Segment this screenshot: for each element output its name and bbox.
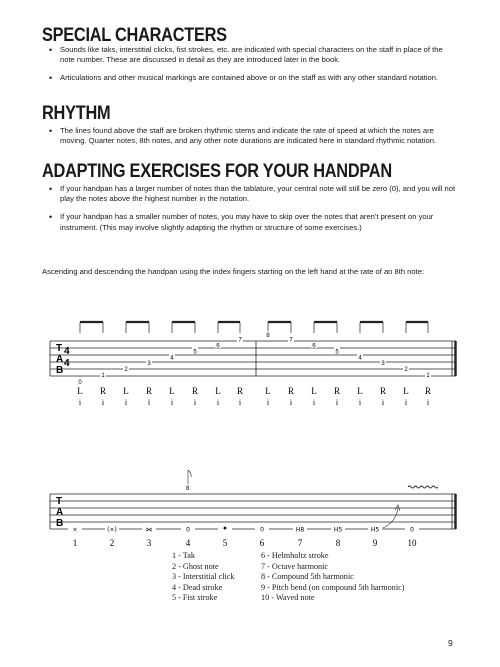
technique-number: 6 xyxy=(259,538,265,548)
finger-letter: i xyxy=(124,398,128,407)
waved-note-mark xyxy=(408,486,438,488)
technique-symbol: (×) xyxy=(107,526,117,534)
tab-note: 8 xyxy=(266,333,270,339)
technique-symbol: • xyxy=(222,523,228,535)
technique-number: 3 xyxy=(146,538,152,548)
bullet-item: • The lines found above the staff are broken rhythmic stems and indicate the rate of speed at which the notes are moving. Quarter notes, 8th notes, and any other note durations are indicated here in standard rhythmic notation. xyxy=(48,126,458,146)
technique-symbol: 0 xyxy=(186,526,190,534)
technique-symbol: H8 xyxy=(295,526,305,534)
technique-symbol: 0 xyxy=(410,526,414,534)
legend-item: 3 - Interstitial click xyxy=(172,572,235,581)
hand-letter: R xyxy=(191,386,199,396)
legend-item: 6 - Helmholtz stroke xyxy=(261,551,329,560)
bullet-item: • Sounds like taks, interstitial clicks, fist strokes, etc. are indicated with special characters on the staff in place of the note number. These are discussed in detail as they are introduced later in the book. xyxy=(48,45,458,65)
tab-clef-b: B xyxy=(56,365,64,376)
finger-letter: i xyxy=(312,398,316,407)
legend-left-column xyxy=(172,551,235,604)
page-number: 9 xyxy=(448,638,453,648)
legend-item: 7 - Octave harmonic xyxy=(261,561,329,571)
grace-note-flag xyxy=(188,470,191,477)
grace-note-number: 8 xyxy=(186,486,190,492)
technique-symbol: × xyxy=(72,526,78,534)
hand-letter: L xyxy=(357,386,363,396)
tab-staff-1 xyxy=(50,322,456,407)
tab-note: 1 xyxy=(426,373,430,379)
hand-letter: R xyxy=(333,386,341,396)
hand-letter: L xyxy=(123,386,129,396)
finger-letter: i xyxy=(426,398,430,407)
finger-letter: i xyxy=(358,398,362,407)
bullet-item: • If your handpan has a larger number of notes than the tablature, your central note will still be zero (0), and you will not play the notes above the highest number in the notation. xyxy=(48,184,458,204)
tab-note: 7 xyxy=(238,337,242,344)
hand-letter: L xyxy=(265,386,271,396)
hand-letter: R xyxy=(236,386,244,396)
finger-letter: i xyxy=(170,398,174,407)
technique-number: 8 xyxy=(335,538,341,548)
technique-number: 7 xyxy=(297,538,303,548)
technique-number: 2 xyxy=(109,538,115,548)
tab-note: 4 xyxy=(358,355,362,362)
hand-letter: R xyxy=(99,386,107,396)
technique-numbers xyxy=(73,538,417,548)
tab-note: 2 xyxy=(124,367,128,374)
tab-note: 3 xyxy=(381,361,385,368)
heading-adapting-exercises: ADAPTING EXERCISES FOR YOUR HANDPAN xyxy=(42,161,392,182)
legend-item: 8 - Compound 5th harmonic xyxy=(261,572,354,581)
tab-note: 7 xyxy=(289,337,293,344)
technique-symbol: 0 xyxy=(260,526,264,534)
technique-number: 10 xyxy=(407,538,417,548)
technique-number: 1 xyxy=(72,538,78,548)
tab-staff-2 xyxy=(50,470,456,548)
technique-symbol: H5 xyxy=(370,526,380,534)
legend-right-column xyxy=(261,551,404,604)
technique-symbol: H5 xyxy=(333,526,343,534)
heading-rhythm: RHYTHM xyxy=(42,103,111,124)
hand-letter: R xyxy=(379,386,387,396)
finger-letter: i xyxy=(266,398,270,407)
time-signature-bottom: 4 xyxy=(64,358,70,369)
tab-note: 5 xyxy=(193,349,197,356)
tab-clef-a: A xyxy=(56,507,64,518)
legend-item: 9 - Pitch bend (on compound 5th harmonic) xyxy=(261,582,405,592)
tab-note: 1 xyxy=(101,373,105,379)
technique-number: 4 xyxy=(185,538,191,548)
tab-note: 2 xyxy=(404,367,408,374)
tab-note: 6 xyxy=(216,343,220,350)
tab-notes xyxy=(77,331,431,386)
hand-markings xyxy=(77,386,431,407)
finger-letter: i xyxy=(238,398,242,407)
hand-letter: L xyxy=(311,386,317,396)
hand-letter: L xyxy=(77,386,83,396)
tab-clef-b: B xyxy=(56,518,64,529)
rhythm-beams xyxy=(80,322,428,333)
legend-item: 1 - Tak xyxy=(172,551,195,560)
tab-note: 5 xyxy=(335,349,339,356)
technique-number: 9 xyxy=(372,538,378,548)
hand-letter: L xyxy=(169,386,175,396)
tab-note: 6 xyxy=(312,343,316,350)
finger-letter: i xyxy=(216,398,220,407)
finger-letter: i xyxy=(147,398,151,407)
finger-letter: i xyxy=(289,398,293,407)
tab-clef-t: T xyxy=(56,496,63,507)
hand-letter: L xyxy=(403,386,409,396)
hand-letter: R xyxy=(287,386,295,396)
technique-number: 5 xyxy=(222,538,228,548)
exercise-caption: Ascending and descending the handpan using the index fingers starting on the left hand at the rate of an 8th note: xyxy=(42,267,425,276)
tab-clef-t: T xyxy=(56,343,63,354)
legend-item: 4 - Dead stroke xyxy=(172,582,223,592)
bullet-item: • Articulations and other musical markings are contained above or on the staff as with any other standard notation. xyxy=(48,73,458,83)
technique-symbol: ⋈ xyxy=(146,526,152,534)
hand-letter: R xyxy=(145,386,153,396)
hand-letter: R xyxy=(424,386,432,396)
finger-letter: i xyxy=(78,398,82,407)
legend-item: 5 - Fist stroke xyxy=(172,593,218,602)
heading-special-characters: SPECIAL CHARACTERS xyxy=(42,25,227,46)
finger-letter: i xyxy=(404,398,408,407)
finger-letter: i xyxy=(193,398,197,407)
tab-note: 3 xyxy=(147,361,151,368)
legend-item: 10 - Waved note xyxy=(261,593,315,602)
tab-clef-a: A xyxy=(56,354,64,365)
pitch-bend-arrow xyxy=(383,508,398,528)
tab-note: 0 xyxy=(78,380,82,386)
hand-letter: L xyxy=(215,386,221,396)
time-signature-top: 4 xyxy=(64,346,70,357)
bullet-item: • If your handpan has a smaller number of notes, you may have to skip over the notes that aren't present on your instrument. (This may involve slightly adapting the rhythm or structure of some exercises.) xyxy=(48,212,458,232)
finger-letter: i xyxy=(101,398,105,407)
legend-item: 2 - Ghost note xyxy=(172,561,219,571)
finger-letter: i xyxy=(335,398,339,407)
finger-letter: i xyxy=(381,398,385,407)
tab-note: 4 xyxy=(170,355,174,362)
